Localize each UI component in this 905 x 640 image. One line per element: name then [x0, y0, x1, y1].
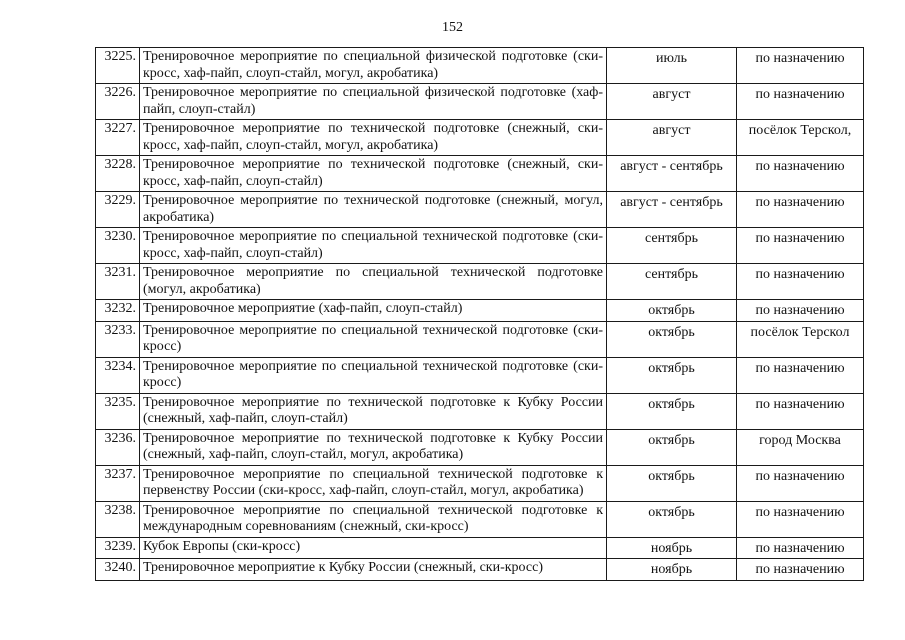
- event-name: Кубок Европы (ски-кросс): [140, 537, 607, 559]
- event-date: [607, 537, 737, 559]
- event-date-text: октябрь: [648, 396, 695, 412]
- event-place: [737, 357, 864, 393]
- event-date: [607, 120, 737, 156]
- table-row: [96, 537, 864, 559]
- event-place-text: по назначению: [755, 159, 845, 174]
- event-date: [607, 48, 737, 84]
- event-date-text: август: [652, 87, 691, 102]
- table-row: [96, 501, 864, 537]
- row-number: 3230.: [96, 228, 140, 264]
- event-date-text: июль: [656, 51, 687, 66]
- event-place-text: по назначению: [755, 468, 845, 484]
- event-place-text: город Москва: [759, 432, 841, 448]
- event-date-text: август: [652, 123, 691, 138]
- row-number: 3233.: [96, 321, 140, 357]
- table-row: [96, 393, 864, 429]
- event-date-text: октябрь: [648, 432, 695, 448]
- event-place: [737, 559, 864, 581]
- table-row: [96, 321, 864, 357]
- event-date: [607, 465, 737, 501]
- event-place: [737, 264, 864, 300]
- event-date-text: сентябрь: [645, 267, 698, 282]
- event-place: [737, 501, 864, 537]
- row-number: 3228.: [96, 156, 140, 192]
- event-date: [607, 300, 737, 322]
- event-name: Тренировочное мероприятие по технической подготовке (снежный, могул, акробатика): [140, 192, 607, 228]
- table-row: [96, 228, 864, 264]
- row-number: 3239.: [96, 537, 140, 559]
- event-place-text: по назначению: [755, 504, 845, 520]
- event-name: Тренировочное мероприятие по специальной технической подготовке (ски-кросс): [140, 357, 607, 393]
- event-place: [737, 84, 864, 120]
- table-row: [96, 357, 864, 393]
- event-date: [607, 321, 737, 357]
- event-date-text: октябрь: [648, 303, 695, 318]
- event-place: [737, 228, 864, 264]
- event-name: Тренировочное мероприятие по специальной технической подготовке к первенству России (ски-кросс, хаф-пайп, слоуп-стайл, могул, акробатика): [140, 465, 607, 501]
- table-row: [96, 156, 864, 192]
- row-number: 3240.: [96, 559, 140, 581]
- event-place-text: по назначению: [755, 540, 845, 556]
- event-date-text: октябрь: [648, 360, 695, 376]
- event-place-text: по назначению: [755, 267, 845, 282]
- event-place-text: посёлок Терскол: [750, 324, 850, 340]
- table-row: [96, 465, 864, 501]
- event-place-text: по назначению: [755, 360, 845, 376]
- row-number: 3225.: [96, 48, 140, 84]
- event-date-text: октябрь: [648, 324, 695, 340]
- table-row: [96, 429, 864, 465]
- event-date-text: октябрь: [648, 504, 695, 520]
- event-place: [737, 48, 864, 84]
- event-name: Тренировочное мероприятие по специальной технической подготовке (могул, акробатика): [140, 264, 607, 300]
- event-date-text: сентябрь: [645, 231, 698, 246]
- event-place: [737, 300, 864, 322]
- event-place: [737, 429, 864, 465]
- event-name: Тренировочное мероприятие (хаф-пайп, слоуп-стайл): [140, 300, 607, 322]
- row-number: 3236.: [96, 429, 140, 465]
- event-place: [737, 321, 864, 357]
- table-row: [96, 48, 864, 84]
- table-row: [96, 84, 864, 120]
- event-name: Тренировочное мероприятие по специальной технической подготовке (ски-кросс, хаф-пайп, слоуп-стайл): [140, 228, 607, 264]
- event-date: [607, 264, 737, 300]
- event-date-text: август - сентябрь: [620, 159, 723, 174]
- row-number: 3227.: [96, 120, 140, 156]
- row-number: 3237.: [96, 465, 140, 501]
- table-row: [96, 120, 864, 156]
- row-number: 3232.: [96, 300, 140, 322]
- event-place: [737, 465, 864, 501]
- event-name: Тренировочное мероприятие по технической подготовке (снежный, ски-кросс, хаф-пайп, слоуп-стайл): [140, 156, 607, 192]
- event-date-text: ноябрь: [650, 540, 693, 556]
- table-row: [96, 192, 864, 228]
- event-place-text: по назначению: [755, 195, 845, 210]
- event-name: Тренировочное мероприятие по технической подготовке (снежный, ски-кросс, хаф-пайп, слоуп-стайл, могул, акробатика): [140, 120, 607, 156]
- event-place-text: по назначению: [755, 303, 845, 318]
- event-place: [737, 393, 864, 429]
- row-number: 3234.: [96, 357, 140, 393]
- event-place-text: по назначению: [755, 51, 845, 66]
- event-name: Тренировочное мероприятие по специальной физической подготовке (ски-кросс, хаф-пайп, слоуп-стайл, могул, акробатика): [140, 48, 607, 84]
- events-table: [95, 47, 864, 581]
- page-number: 152: [442, 20, 463, 35]
- row-number: 3235.: [96, 393, 140, 429]
- table-row: [96, 559, 864, 581]
- event-name: Тренировочное мероприятие по специальной технической подготовке к международным соревнованиям (снежный, ски-кросс): [140, 501, 607, 537]
- event-date-text: август - сентябрь: [620, 195, 723, 210]
- event-date-text: ноябрь: [650, 562, 693, 577]
- event-date: [607, 501, 737, 537]
- event-name: Тренировочное мероприятие по специальной физической подготовке (хаф-пайп, слоуп-стайл): [140, 84, 607, 120]
- row-number: 3238.: [96, 501, 140, 537]
- event-date: [607, 559, 737, 581]
- event-date: [607, 156, 737, 192]
- event-name: Тренировочное мероприятие к Кубку России (снежный, ски-кросс): [140, 559, 607, 581]
- row-number: 3229.: [96, 192, 140, 228]
- event-place-text: посёлок Терскол,: [748, 123, 852, 138]
- event-place: [737, 156, 864, 192]
- event-place: [737, 192, 864, 228]
- table-row: [96, 264, 864, 300]
- row-number: 3226.: [96, 84, 140, 120]
- event-place: [737, 537, 864, 559]
- row-number: 3231.: [96, 264, 140, 300]
- event-name: Тренировочное мероприятие по специальной технической подготовке (ски-кросс): [140, 321, 607, 357]
- event-name: Тренировочное мероприятие по технической подготовке к Кубку России (снежный, хаф-пайп, слоуп-стайл, могул, акробатика): [140, 429, 607, 465]
- event-name: Тренировочное мероприятие по технической подготовке к Кубку России (снежный, хаф-пайп, слоуп-стайл): [140, 393, 607, 429]
- event-date: [607, 357, 737, 393]
- event-place: [737, 120, 864, 156]
- table-row: [96, 300, 864, 322]
- event-place-text: по назначению: [755, 87, 845, 102]
- event-date: [607, 228, 737, 264]
- event-date: [607, 192, 737, 228]
- event-place-text: по назначению: [755, 562, 845, 577]
- event-date: [607, 393, 737, 429]
- event-date-text: октябрь: [648, 468, 695, 484]
- event-date: [607, 84, 737, 120]
- event-place-text: по назначению: [755, 231, 845, 246]
- event-place-text: по назначению: [755, 396, 845, 412]
- event-date: [607, 429, 737, 465]
